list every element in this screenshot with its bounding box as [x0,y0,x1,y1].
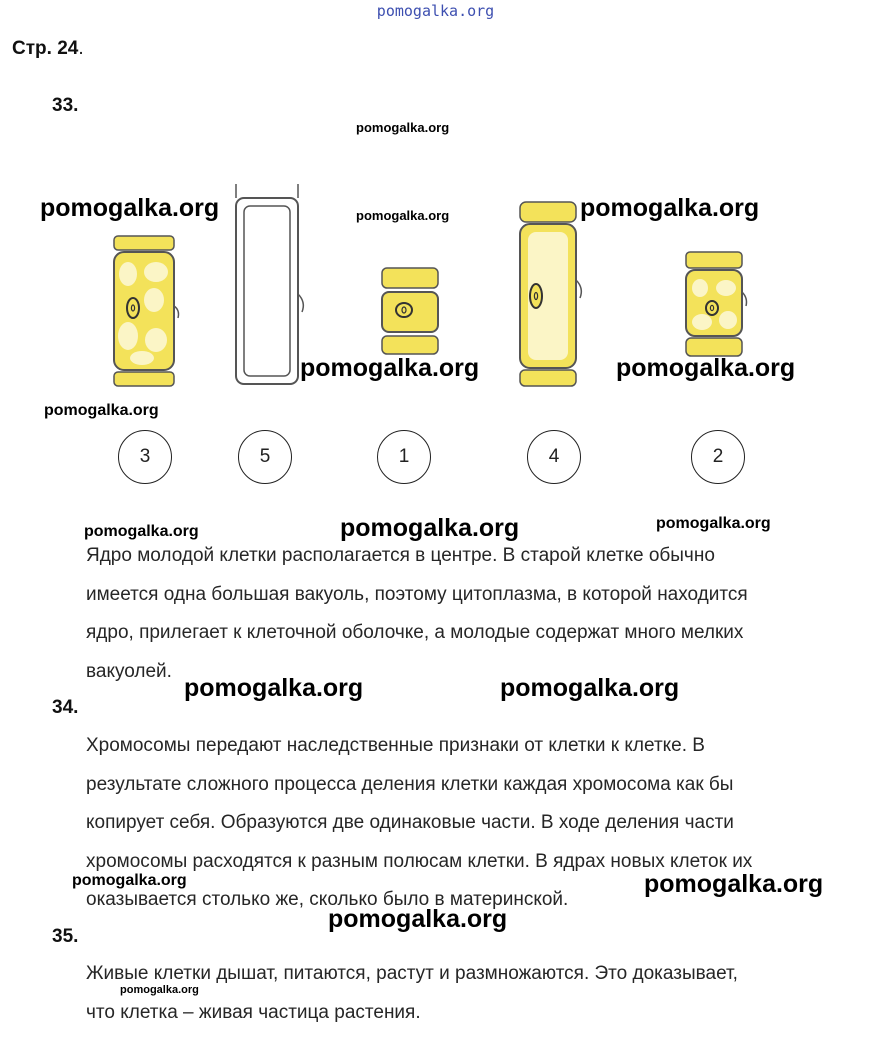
answer-line: вакуолей. [86,660,172,682]
question-34-number: 34. [52,697,79,718]
watermark: pomogalka.org [44,402,159,419]
answer-line: Хромосомы передают наследственные признаки от клетки к клетке. В [86,735,705,756]
watermark: pomogalka.org [120,984,199,996]
watermark: pomogalka.org [340,514,520,542]
question-33-number: 33. [52,95,79,116]
watermark: pomogalka.org [356,208,450,223]
watermark: pomogalka.org [580,194,760,222]
cell-order-label: 5 [238,430,292,484]
answer-line: результате сложного процесса деления клетки каждая хромосома как бы [86,773,734,795]
watermark: pomogalka.org [184,674,364,702]
answer-line: оказывается столько же, сколько было в материнской. [86,889,569,910]
question-35-number: 35. [52,926,79,947]
answer-33 [86,537,871,691]
cell-figure-3 [104,236,184,386]
cell-order-label: 2 [691,430,745,484]
cell-figure-4 [512,200,592,388]
cell-figure-1 [374,268,446,354]
watermark: pomogalka.org [644,870,824,898]
watermark: pomogalka.org [356,120,450,135]
watermark: pomogalka.org [328,905,508,933]
cell-order-label: 3 [118,430,172,484]
cell-order-label: 4 [527,430,581,484]
answer-line: что клетка – живая частица растения. [86,1001,421,1023]
watermark: pomogalka.org [656,515,771,532]
watermark: pomogalka.org [300,354,480,382]
answer-35 [86,955,871,1032]
answer-line: копирует себя. Образуются две одинаковые части. В ходе деления части [86,812,734,833]
answer-line: имеется одна большая вакуоль, поэтому цитоплазма, в которой находится [86,583,748,605]
watermark: pomogalka.org [84,523,199,540]
answer-line: хромосомы расходятся к разным полюсам клетки. В ядрах новых клеток их [86,850,753,872]
watermark: pomogalka.org [72,872,187,889]
answer-line: Живые клетки дышат, питаются, растут и размножаются. Это доказывает, [86,963,738,984]
site-header-link[interactable]: pomogalka.org [376,2,495,20]
cell-figure-2 [678,252,754,356]
cell-figure-5 [230,184,310,388]
answer-line: ядро, прилегает к клеточной оболочке, а молодые содержат много мелких [86,622,744,643]
page-reference: Стр. 24. [12,38,84,59]
watermark: pomogalka.org [40,194,220,222]
cell-order-label: 1 [377,430,431,484]
watermark: pomogalka.org [500,674,680,702]
watermark: pomogalka.org [616,354,796,382]
answer-line: Ядро молодой клетки располагается в центре. В старой клетке обычно [86,545,715,566]
